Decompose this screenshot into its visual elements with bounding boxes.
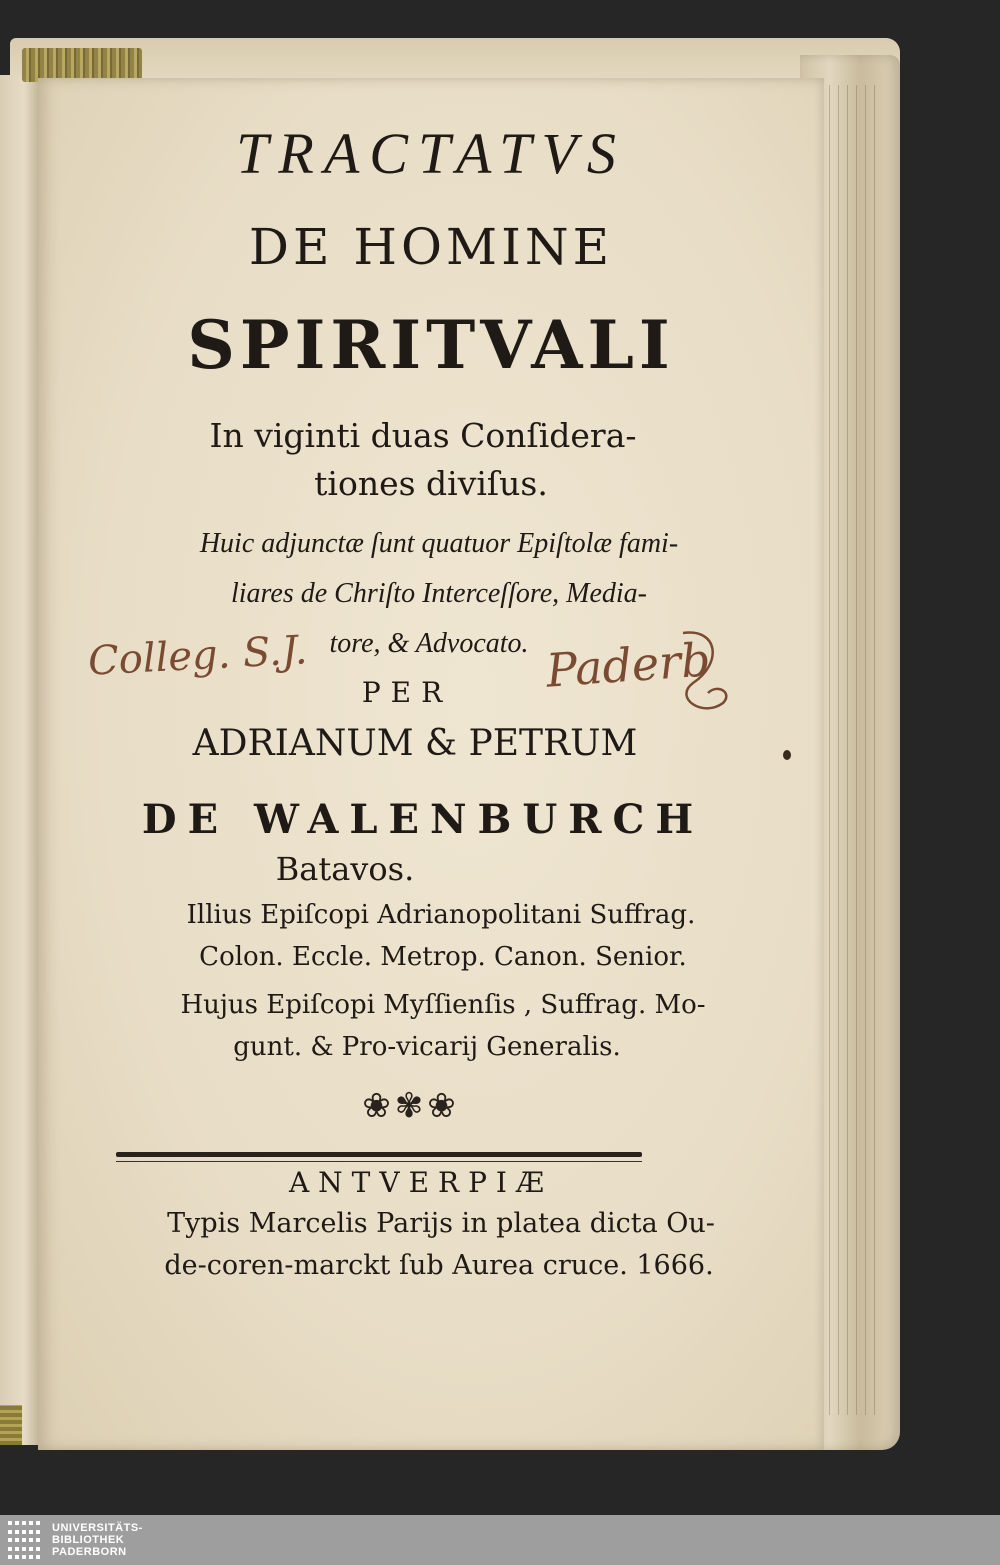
logo-text-line-3: PADERBORN (52, 1546, 127, 1558)
library-footer-bar (0, 1515, 1000, 1565)
illius-line-2: Colon. Eccle. Metrop. Canon. Senior. (199, 942, 687, 972)
binding-thread-bottom (0, 1405, 22, 1445)
logo-text-line-1: UNIVERSITÄTS- (52, 1522, 143, 1534)
authors-line: ADRIANUM & PETRUM (192, 723, 638, 764)
hujus-line-1: Hujus Epiſcopi Myſſienſis , Suffrag. Mo- (180, 990, 706, 1020)
title-line-3: SPIRITVALI (187, 306, 675, 384)
subtitle-line-1: In viginti duas Conſidera- (209, 416, 637, 455)
university-library-logo-icon (8, 1521, 42, 1559)
imprint-city: ANTVERPIÆ (288, 1166, 554, 1199)
handwritten-annotation-left: Colleg. S.J. (86, 627, 309, 685)
surname-line: DE WALENBURCH (141, 796, 705, 843)
horizontal-rule (116, 1152, 642, 1157)
subtitle-line-2: tiones diviſus. (314, 464, 548, 503)
appendix-line-3: tore, & Advocato. (329, 628, 529, 659)
imprint-line-1: Typis Marcelis Parijs in platea dicta Ou- (167, 1208, 715, 1239)
title-line-1: TRACTATVS (236, 121, 626, 186)
title-page (38, 78, 824, 1450)
binding-thread (22, 48, 142, 82)
library-logo-text (52, 1522, 143, 1558)
origin-line: Batavos. (275, 850, 415, 888)
title-line-2: DE HOMINE (248, 218, 614, 276)
logo-text-line-2: BIBLIOTHEK (52, 1534, 125, 1546)
hujus-line-2: gunt. & Pro-vicarij Generalis. (233, 1032, 621, 1062)
book-cover-top (10, 38, 900, 78)
illius-line-1: Illius Epiſcopi Adrianopolitani Suffrag. (186, 900, 696, 930)
per-label: PER (361, 676, 453, 709)
appendix-line-1: Huic adjunctæ ſunt quatuor Epiſtolæ fami- (199, 528, 679, 559)
handwritten-annotation-right: Paderb (544, 632, 713, 698)
printers-ornament-icon: ❀✾❀ (362, 1086, 460, 1126)
appendix-line-2: liares de Chriſto Interceſſore, Media- (230, 578, 648, 609)
imprint-line-2: de-coren-marckt ſub Aurea cruce. 1666. (164, 1250, 714, 1281)
